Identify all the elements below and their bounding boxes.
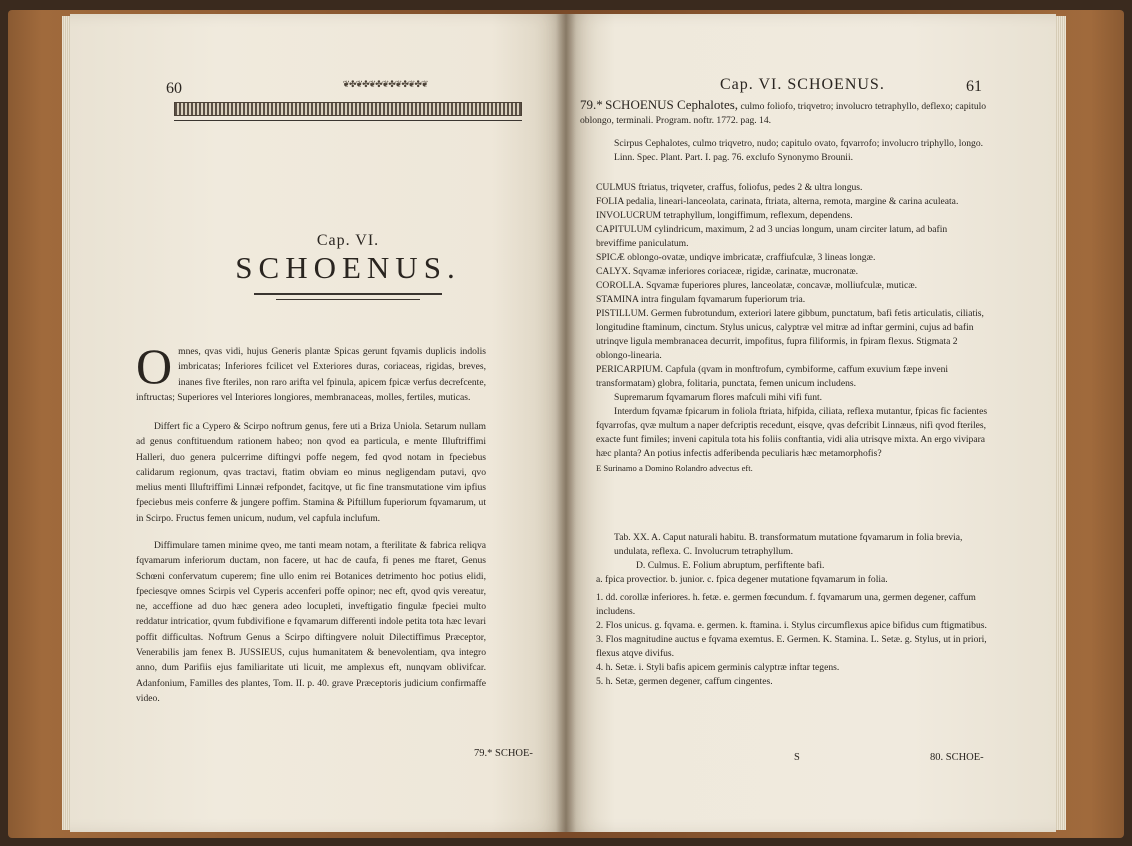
description-list — [596, 181, 988, 475]
left-catchword: 79.* SCHOE- — [474, 748, 533, 759]
header-band — [174, 102, 522, 116]
plate-legend — [596, 531, 988, 689]
entry-diagnosis: culmo foliofo, triqvetro; involucro tetraphyllo, deflexo; capitulo oblongo, terminali. Program. noftr. 1772. pag. 14. — [580, 101, 987, 126]
paragraph-2: Differt fic a Cypero & Scirpo noftrum genus, fere uti a Briza Uniola. Setarum nullam ad genus conftituendum rationem habeo; non qvod ea particula, e mente Illuftriffimi Halleri, duo genera pulcerrime diftingvi poffe negem, fed qvod notam in fpeciebus calidarum regionum, qvas tractavi, ftatim obviam eo minus negligendam putavi, qvo melius menti Illuftriffimi Linnæi refpondet, facitqve, ut fic fine transmutatione vim ipfius fpeciebus meis conferre & jungere poffim. Stamina & Piftillum fuperiorum fqvamarum, ut in Scirpo. Fructus femen unicum, nudum, vel capfula inclufum. — [136, 421, 486, 524]
species-entry — [580, 98, 988, 128]
book-gutter — [556, 14, 576, 832]
description-item: CULMUS ftriatus, triqveter, craffus, foliofus, pedes 2 & ultra longus. — [596, 182, 863, 193]
note-2: Interdum fqvamæ fpicarum in foliola ftriata, hifpida, ciliata, reflexa mutantur, fpicas fic facientes fqvarrofas, qvæ multum a naper defcriptis recedunt, eisqve, qvas defcribit Linnæus, nifi qvod fteriles, exacte funt fimiles; inveni capitula tota his foliis conftantia, vidi alia utrisqve mixta. An ergo vivipara hæc planta? An potius infectis adferibenda peculiaris hæc metamorphofis? — [596, 406, 988, 459]
plate-row: 3. Flos magnitudine auctus e fqvama exemtus. E. Germen. K. Stamina. L. Setæ. g. Stylus, ut in priori, flexus atqve divifus. — [596, 634, 987, 659]
entry-name: SCHOENUS Cephalotes, — [605, 97, 739, 112]
description-item: PISTILLUM. Germen fubrotundum, exteriori latere gibbum, punctatum, bafi fetis articulatis, ciliatis, longitudine ftaminum, cinctum. Stylus unicus, calyptræ vel mitræ ad inftar germini, cujus ad bafin utrinqve ligula membranacea decurrit, impofitus, fupra filiformis, in fpiram flexus. Stigmata 2 oblongo-linearia. — [596, 308, 984, 361]
left-page — [70, 14, 566, 832]
entry-number: 79.* — [580, 97, 603, 112]
header-rule — [174, 120, 522, 121]
description-item: CAPITULUM cylindricum, maximum, 2 ad 3 uncias longum, unam circiter latum, ad bafin breviffime paniculatum. — [596, 224, 948, 249]
signature-mark: S — [794, 752, 800, 763]
plate-row: D. Culmus. E. Folium abruptum, perfiftente bafi. — [636, 560, 825, 571]
title-rule — [254, 293, 442, 295]
plate-row: 1. dd. corollæ inferiores. h. fetæ. e. germen fœcundum. f. fqvamarum una, germen degener, caffum includens. — [596, 592, 976, 617]
paragraph-1: Omnes, qvas vidi, hujus Generis plantæ Spicas gerunt fqvamis duplicis indolis imbricatas; Inferiores fcilicet vel Exteriores duras, coriaceas, rigidas, breves, inanes five fteriles, non raro arifta vel fpinula, apicem fpicæ verfus decrefcente, inftructas; Superiores vel Interiores longiores, membranaceas, molles, fertiles, muticas. — [136, 338, 486, 403]
description-item: FOLIA pedalia, lineari-lanceolata, carinata, ftriata, alterna, remota, margine & carina aculeata. — [596, 196, 959, 207]
plate-row: 2. Flos unicus. g. fqvama. e. germen. k. ftamina. i. Stylus circumflexus apice bifidus cum ftigmatibus. — [596, 620, 987, 631]
note-1: Supremarum fqvamarum flores mafculi mihi vifi funt. — [614, 392, 823, 403]
plate-row: 5. h. Setæ, germen degener, caffum cingentes. — [596, 676, 773, 687]
description-item: PERICARPIUM. Capfula (qvam in monftrofum, cymbiforme, caffum exuvium fæpe inveni transformatam) globra, folitaria, punctata, femen unicum includens. — [596, 364, 949, 389]
left-page-number: 60 — [166, 80, 182, 97]
chapter-title: SCHOENUS. — [235, 250, 461, 285]
description-item: COROLLA. Sqvamæ fuperiores plures, lanceolatæ, concavæ, molliufculæ, muticæ. — [596, 280, 918, 291]
synonym: Scirpus Cephalotes, culmo triqvetro, nudo; capitulo ovato, fqvarrofo; involucro triphyllo, longo. Linn. Spec. Plant. Part. I. pag. 76. exclufo Synonymo Brounii. — [614, 138, 984, 163]
header-ornament: ❦✤❦✤❦✤❦✤❦✤❦✤❦ — [342, 80, 428, 90]
plate-row: a. fpica provectior. b. junior. c. fpica degener mutatione fqvamarum in folia. — [596, 574, 888, 585]
page-edges-left — [62, 16, 70, 830]
title-rule-thin — [276, 299, 420, 300]
description-item: CALYX. Sqvamæ inferiores coriaceæ, rigidæ, carinatæ, mucronatæ. — [596, 266, 859, 277]
plate-title: Tab. XX. — [614, 532, 650, 543]
drop-cap: O — [136, 338, 173, 394]
plate-row: 4. h. Setæ. i. Styli bafis apicem germinis calyptræ inftar tegens. — [596, 662, 840, 673]
page-edges-right — [1056, 16, 1066, 830]
right-catchword: 80. SCHOE- — [930, 752, 984, 763]
right-page-number: 61 — [966, 78, 982, 95]
description-item: INVOLUCRUM tetraphyllum, longiffimum, reflexum, dependens. — [596, 210, 853, 221]
description-item: STAMINA intra fingulam fqvamarum fuperiorum tria. — [596, 294, 806, 305]
origin-note: E Surinamo a Domino Rolandro advectus eft. — [596, 463, 753, 473]
chapter-label: Cap. VI. — [316, 232, 380, 249]
description-item: SPICÆ oblongo-ovatæ, undiqve imbricatæ, craffiufculæ, 3 lineas longæ. — [596, 252, 876, 263]
running-head: Cap. VI. SCHOENUS. — [720, 76, 885, 93]
paragraph-3: Diffimulare tamen minime qveo, me tanti meam notam, a fterilitate & fabrica reliqva fqvamarum inferiorum ductam, non facere, ut hac de caufa, fi penes me ftaret, Genus Schœni confervatum cuperem; fine ullo enim rei Botanices detrimento hoc potius elidi, fpeciesqve omnes Scirpis vel Cyperis accenferi poffe opinor; nec eft, qvod qvis vereatur, ne, acceffione ad duo hæc genera adeo locupleti, inveftigatio fingulæ fpeciei multo reddatur intricatior, qvum fubdivifione e fqvamarum differenti indole petita tota hæc levari poffit difficultas. Noftrum Genus a Scirpo diftingvere noluit Dilectiffimus Præceptor, Venerabilis jam fenex B. JUSSIEUS, cujus humanitatem & benevolentiam, qva integro anno, dum Parifiis ejus familiaritate uti licuit, me amplexus eft, nunqvam oblivifcar. Adanfonium, Familles des plantes, Tom. II. p. 40. grave Præceptoris judicium confirmaffe video. — [136, 540, 486, 704]
plate-row: Tab. XX. A. Caput naturali habitu. B. transformatum mutatione fqvamarum in folia brevia, undulata, reflexa. C. Involucrum tetraphyllum. — [614, 532, 963, 557]
right-page — [566, 14, 1056, 832]
